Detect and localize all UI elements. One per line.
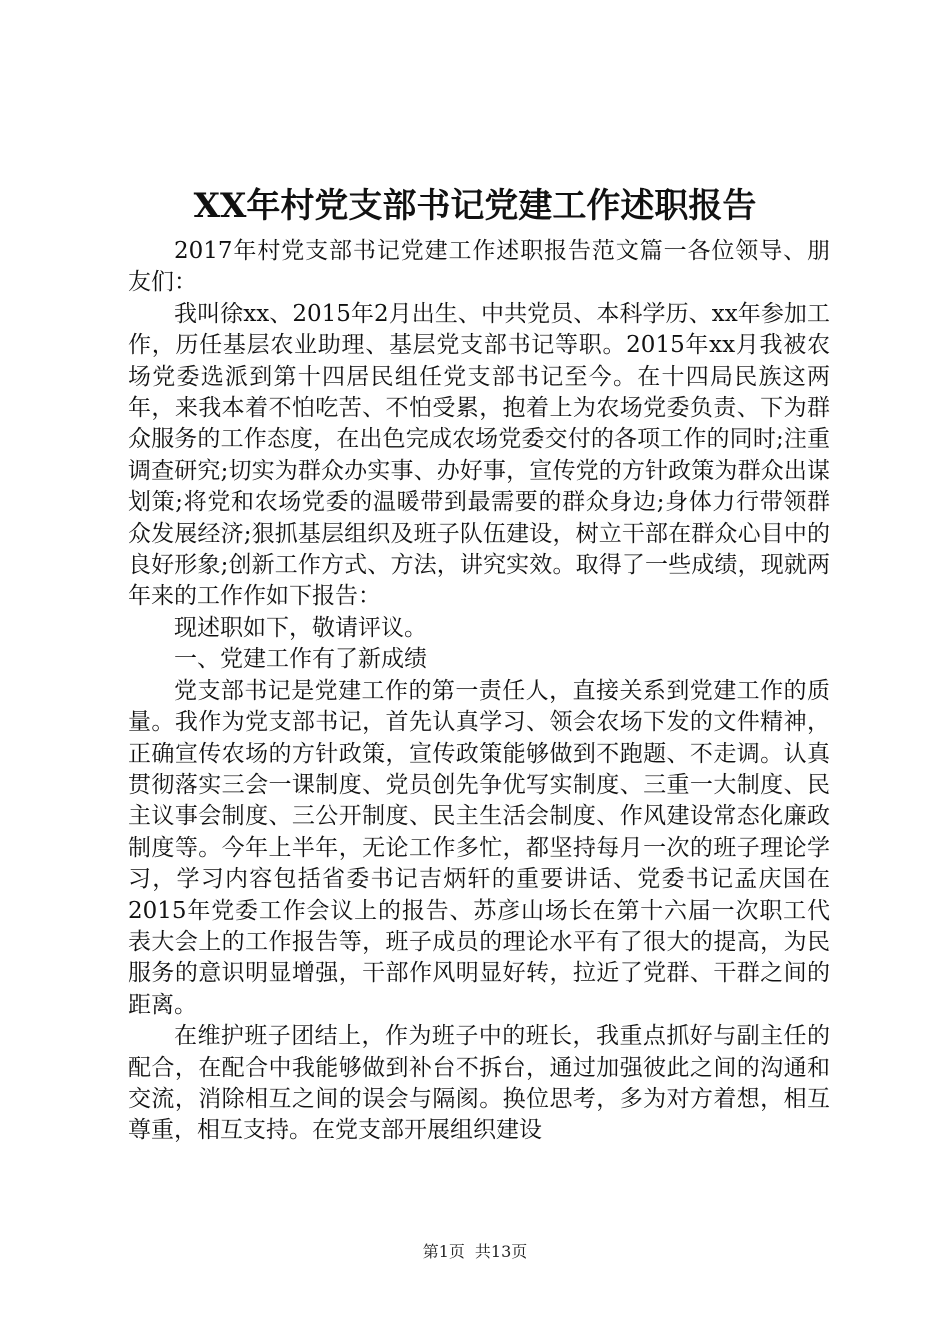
page-number: 第1页 bbox=[422, 1242, 465, 1261]
paragraph-introduction: 我叫徐xx、2015年2月出生、中共党员、本科学历、xx年参加工作，历任基层农业助理、基层党支部书记等职。2015年xx月我被农场党委选派到第十四居民组任党支部书记至今。在十四局民族这两年，来我本着不怕吃苦、不怕受累，抱着上为农场党委负责、下为群众服务的工作态度，在出色完成农场党委交付的各项工作的同时;注重调查研究;切实为群众办实事、办好事，宣传党的方针政策为群众出谋划策;将党和农场党委的温暖带到最需要的群众身边;身体力行带领群众发展经济;狠抓基层组织及班子队伍建设，树立干部在群众心目中的良好形象;创新工作方式、方法，讲究实效。取得了一些成绩，现就两年来的工作作如下报告： bbox=[128, 300, 830, 610]
paragraph-party-building: 党支部书记是党建工作的第一责任人，直接关系到党建工作的质量。我作为党支部书记，首先认真学习、领会农场下发的文件精神，正确宣传农场的方针政策，宣传政策能够做到不跑题、不走调。认真贯彻落实三会一课制度、党员创先争优写实制度、三重一大制度、民主议事会制度、三公开制度、民主生活会制度、作风建设常态化廉政制度等。今年上半年，无论工作多忙，都坚持每月一次的班子理论学习，学习内容包括省委书记吉炳轩的重要讲话、党委书记孟庆国在2015年党委工作会议上的报告、苏彦山场长在第十六届一次职工代表大会上的工作报告等，班子成员的理论水平有了很大的提高，为民服务的意识明显增强，干部作风明显好转，拉近了党群、干群之间的距离。 bbox=[128, 677, 830, 1018]
page-total: 共13页 bbox=[474, 1242, 528, 1261]
section-heading-party-building: 一、党建工作有了新成绩 bbox=[174, 646, 427, 673]
paragraph-team-unity: 在维护班子团结上，作为班子中的班长，我重点抓好与副主任的配合，在配合中我能够做到补台不拆台，通过加强彼此之间的沟通和交流，消除相互之间的误会与隔阂。换位思考，多为对方着想，相互尊重，相互支持。在党支部开展组织建设 bbox=[128, 1023, 830, 1144]
document-body bbox=[128, 236, 830, 1147]
paragraph-greeting: 2017年村党支部书记党建工作述职报告范文篇一各位领导、朋友们： bbox=[128, 238, 830, 296]
document-title: XX年村党支部书记党建工作述职报告 bbox=[193, 186, 757, 226]
paragraph-request-review: 现述职如下，敬请评议。 bbox=[174, 614, 427, 641]
page-footer bbox=[0, 1240, 950, 1264]
